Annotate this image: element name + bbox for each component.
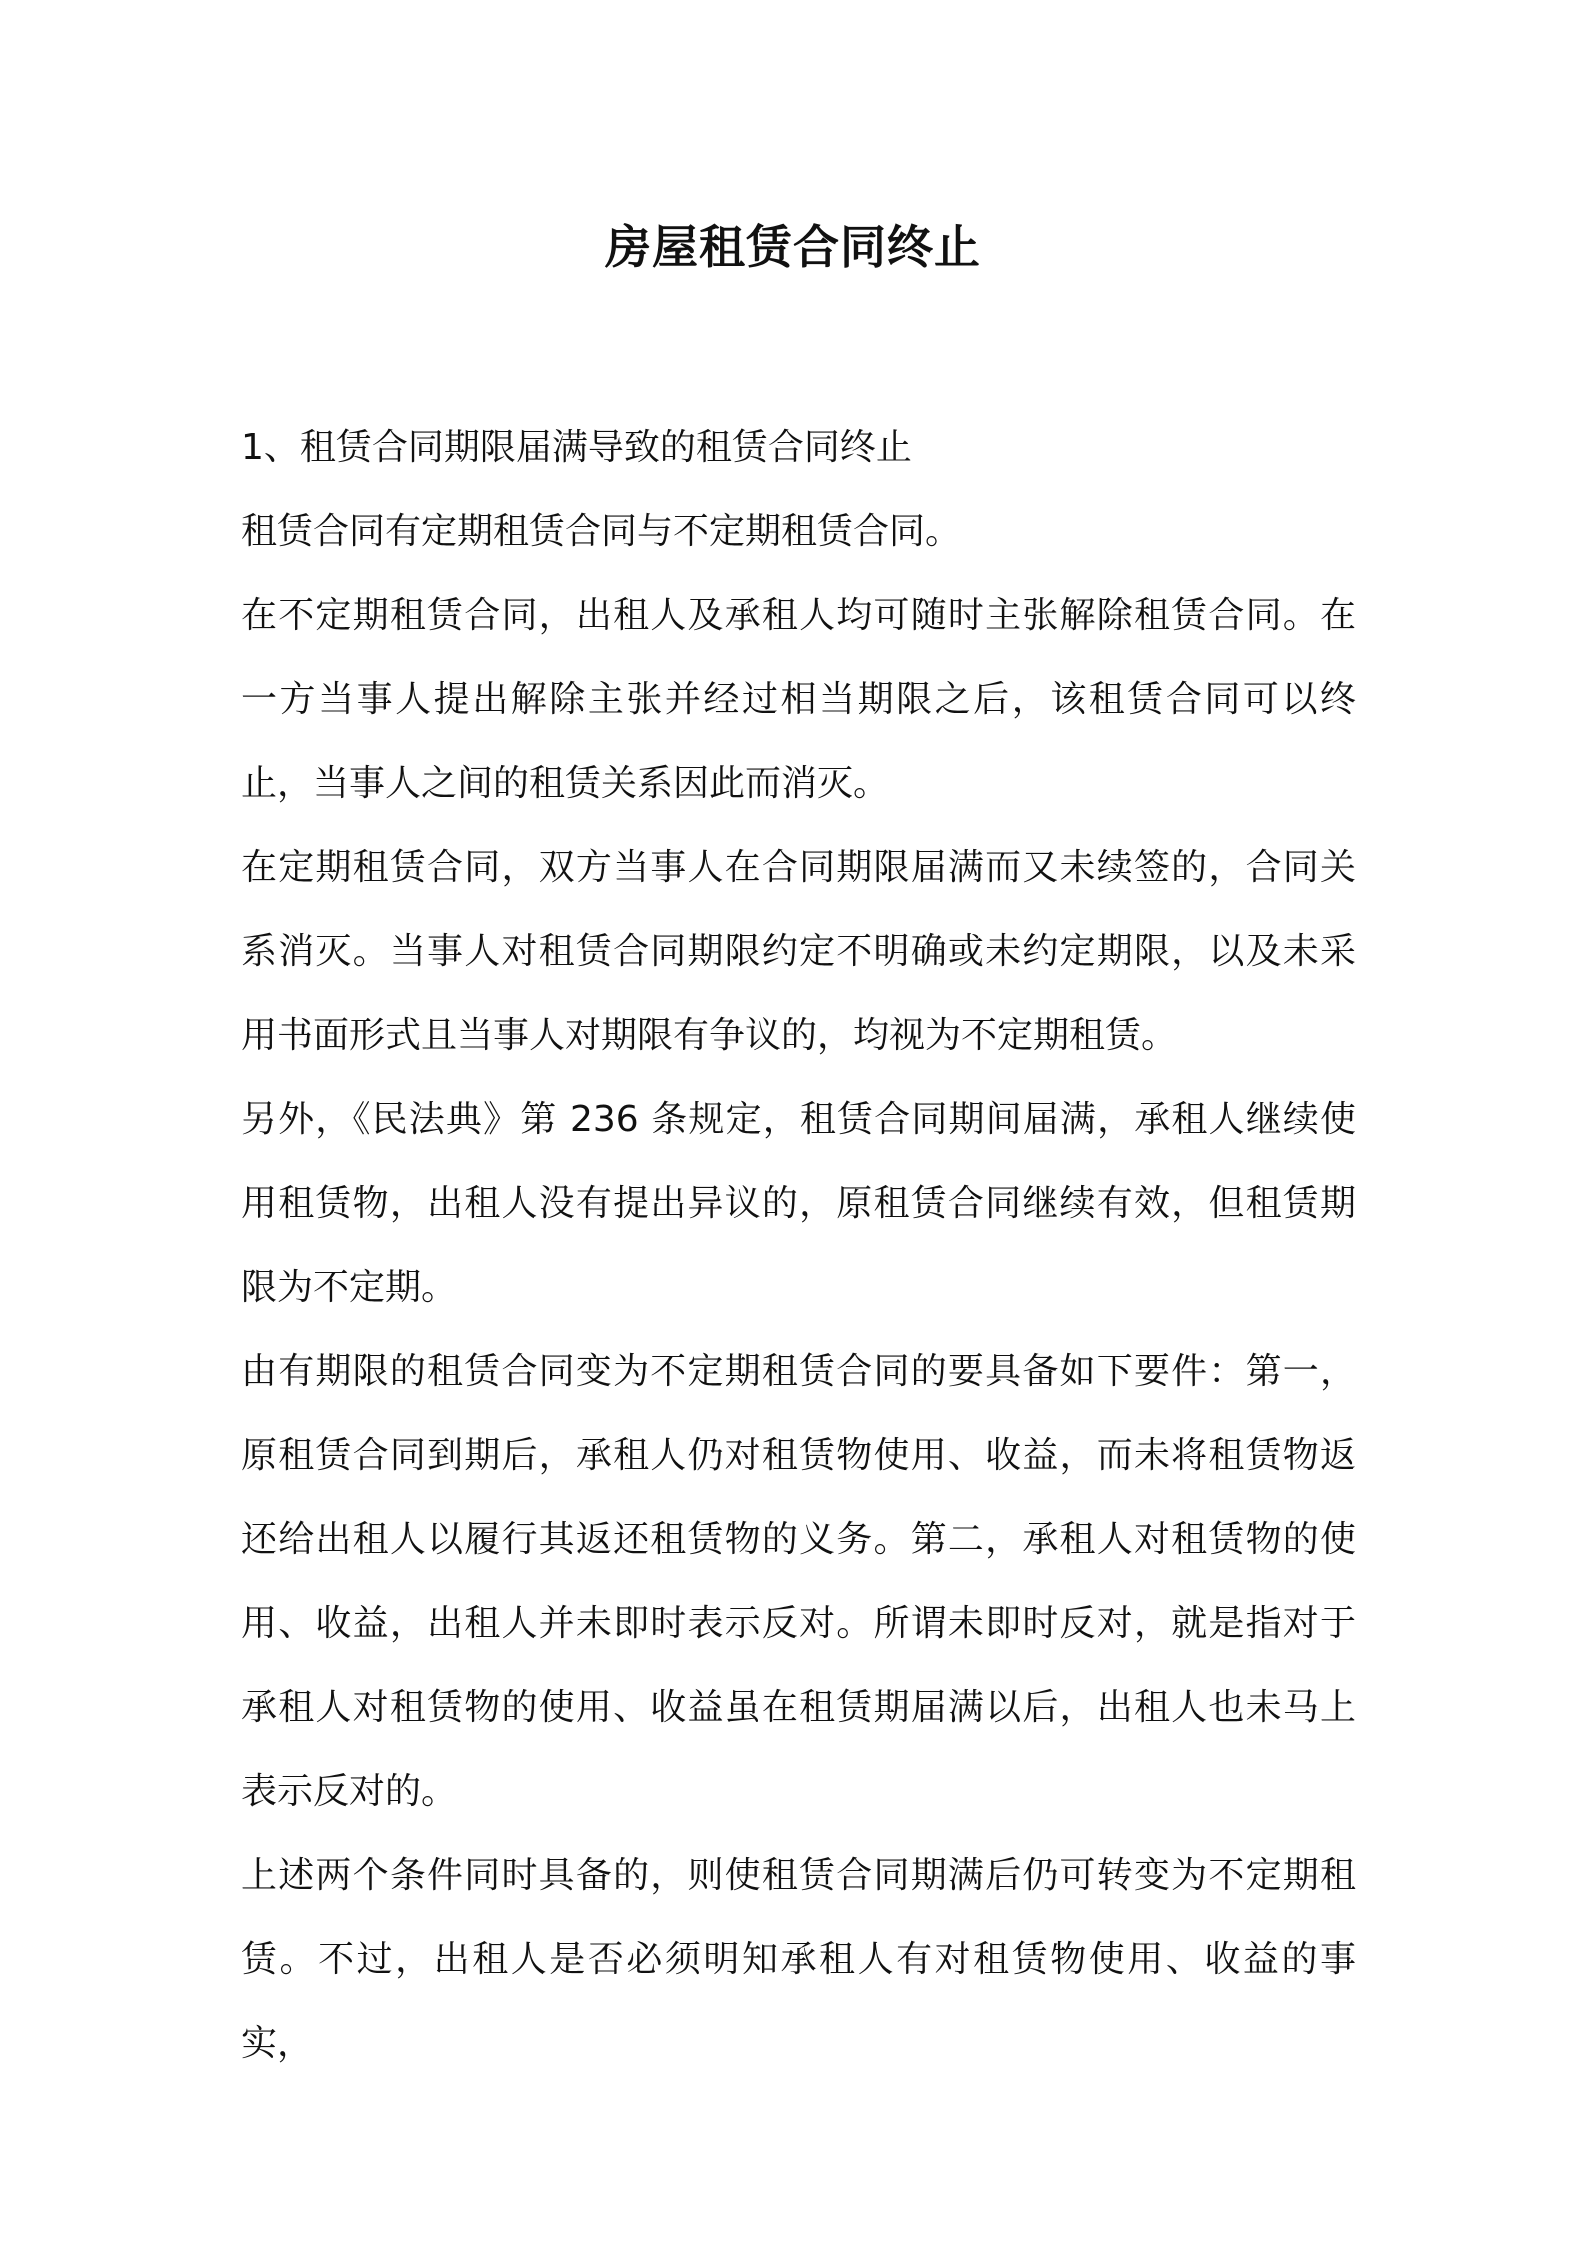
paragraph: 由有期限的租赁合同变为不定期租赁合同的要具备如下要件：第一，原租赁合同到期后，承租人仍对租赁物使用、收益，而未将租赁物返还给出租人以履行其返还租赁物的义务。第二，承租人对租赁物的使用、收益，出租人并未即时表示反对。所谓未即时反对，就是指对于承租人对租赁物的使用、收益虽在租赁期届满以后，出租人也未马上表示反对的。	[241, 1351, 1356, 1812]
paragraph: 租赁合同有定期租赁合同与不定期租赁合同。	[241, 511, 962, 552]
paragraph: 上述两个条件同时具备的，则使租赁合同期满后仍可转变为不定期租赁。不过，出租人是否必须明知承租人有对租赁物使用、收益的事实，	[241, 1855, 1356, 2064]
section-heading: 1、租赁合同期限届满导致的租赁合同终止	[241, 427, 912, 468]
paragraph: 另外，《民法典》第 236 条规定，租赁合同期间届满，承租人继续使用租赁物，出租人没有提出异议的，原租赁合同继续有效，但租赁期限为不定期。	[241, 1099, 1356, 1308]
paragraph: 在定期租赁合同，双方当事人在合同期限届满而又未续签的，合同关系消灭。当事人对租赁合同期限约定不明确或未约定期限，以及未采用书面形式且当事人对期限有争议的，均视为不定期租赁。	[241, 847, 1356, 1056]
document-body	[241, 406, 1356, 2086]
document-title: 房屋租赁合同终止	[605, 220, 981, 274]
paragraph: 在不定期租赁合同，出租人及承租人均可随时主张解除租赁合同。在一方当事人提出解除主张并经过相当期限之后，该租赁合同可以终止，当事人之间的租赁关系因此而消灭。	[241, 595, 1356, 804]
